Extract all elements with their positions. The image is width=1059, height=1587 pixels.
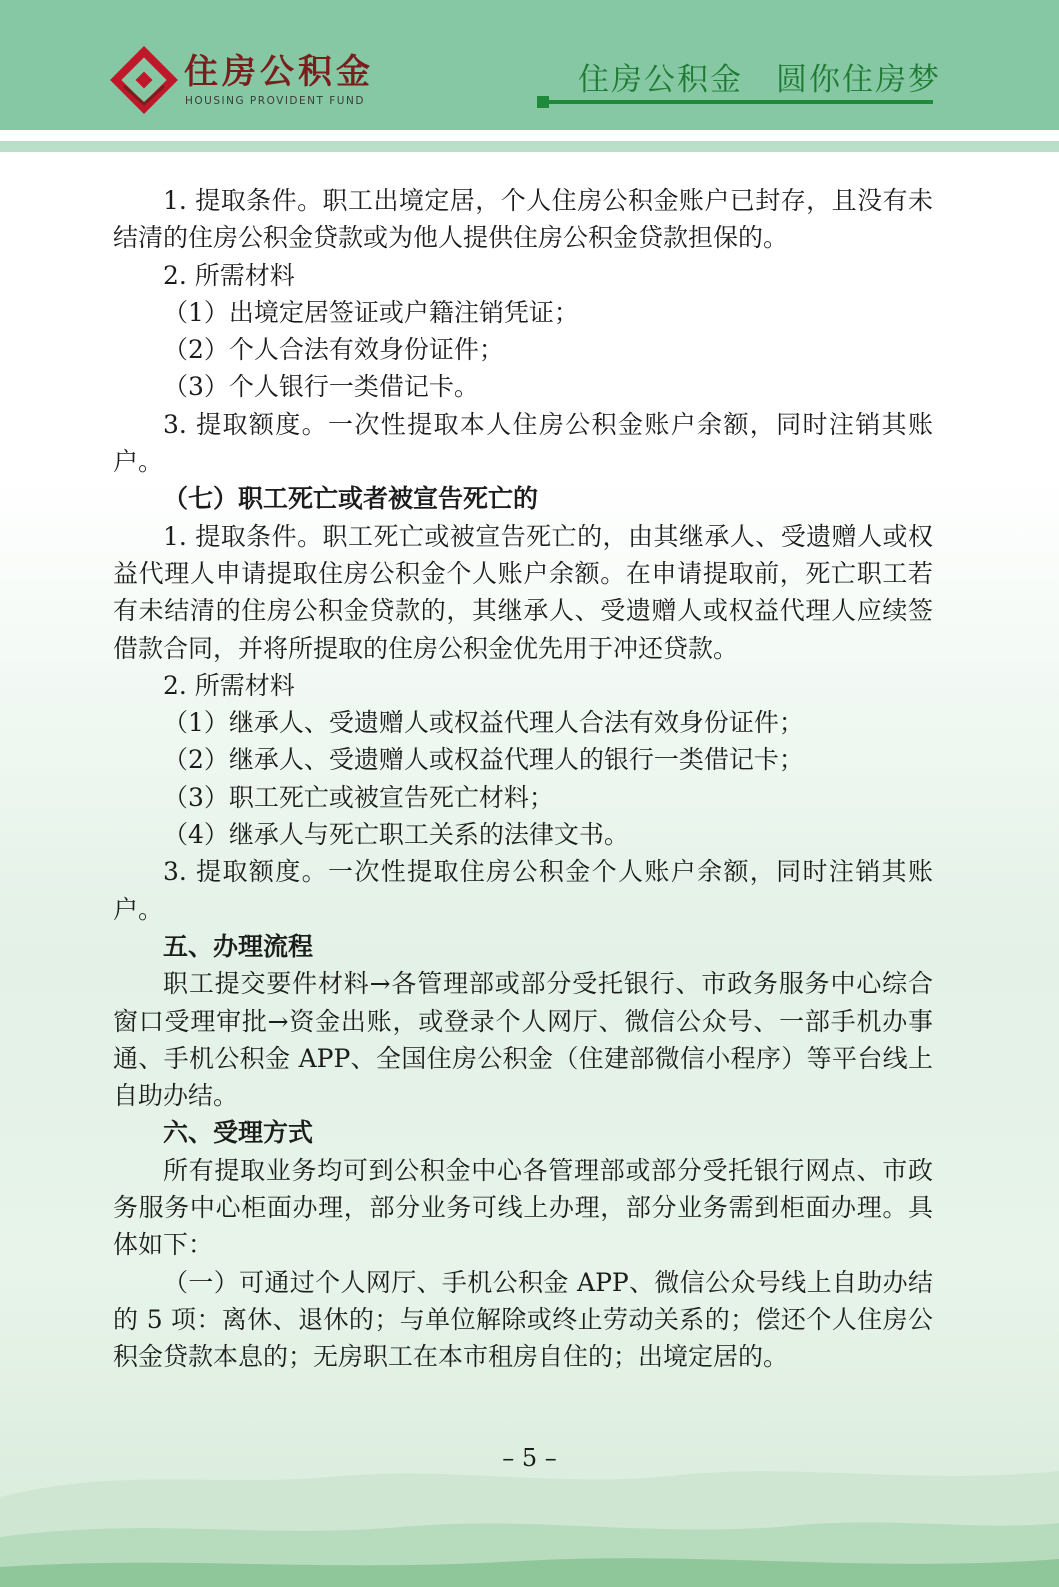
- housing-fund-logo-icon: [110, 46, 178, 114]
- paragraph: 2. 所需材料: [163, 670, 295, 700]
- header-slogan: 住房公积金 圆你住房梦: [578, 62, 941, 98]
- document-body: [113, 182, 933, 1376]
- paragraph: （1）继承人、受遗赠人或权益代理人合法有效身份证件；: [163, 708, 804, 738]
- section-heading: 六、受理方式: [163, 1118, 314, 1148]
- paragraph: （一）可通过个人网厅、手机公积金 APP、微信公众号线上自助办结的 5 项：离休、退休的；与单位解除或终止劳动关系的；偿还个人住房公积金贷款本息的；无房职工在本市租房自住的；出境定居的。: [113, 1267, 933, 1372]
- paragraph: 3. 提取额度。一次性提取住房公积金个人账户余额，同时注销其账户。: [113, 857, 933, 924]
- brand-name-cn: 住房公积金: [184, 52, 374, 92]
- page-number: – 5 –: [502, 1444, 557, 1472]
- paragraph: （2）继承人、受遗赠人或权益代理人的银行一类借记卡；: [163, 745, 804, 775]
- paragraph: （3）职工死亡或被宣告死亡材料；: [163, 782, 554, 812]
- paragraph: （3）个人银行一类借记卡。: [163, 372, 479, 402]
- paragraph: 3. 提取额度。一次性提取本人住房公积金账户余额，同时注销其账户。: [113, 409, 933, 477]
- brand-name-en: HOUSING PROVIDENT FUND: [185, 95, 365, 107]
- section-heading: （七）职工死亡或者被宣告死亡的: [163, 484, 539, 514]
- paragraph: 1. 提取条件。职工出境定居，个人住房公积金账户已封存，且没有未结清的住房公积金贷款或为他人提供住房公积金贷款担保的。: [113, 186, 933, 253]
- paragraph: （2）个人合法有效身份证件；: [163, 335, 504, 365]
- paragraph: 职工提交要件材料→各管理部或部分受托银行、市政务服务中心综合窗口受理审批→资金出账，或登录个人网厅、微信公众号、一部手机办事通、手机公积金 APP、全国住房公积金（住建部微信小程序）等平台线上自助办结。: [113, 969, 933, 1111]
- section-heading: 五、办理流程: [163, 931, 314, 961]
- paragraph: 所有提取业务均可到公积金中心各管理部或部分受托银行网点、市政务服务中心柜面办理，部分业务可线上办理，部分业务需到柜面办理。具体如下：: [113, 1155, 933, 1260]
- paragraph: 1. 提取条件。职工死亡或被宣告死亡的，由其继承人、受遗赠人或权益代理人申请提取住房公积金个人账户余额。在申请提取前，死亡职工若有未结清的住房公积金贷款的，其继承人、受遗赠人或权益代理人应续签借款合同，并将所提取的住房公积金优先用于冲还贷款。: [113, 521, 933, 663]
- paragraph: （4）继承人与死亡职工关系的法律文书。: [163, 820, 629, 850]
- slogan-underline: [548, 100, 933, 104]
- paragraph: （1）出境定居签证或户籍注销凭证；: [163, 297, 579, 327]
- paragraph: 2. 所需材料: [163, 260, 295, 290]
- header-stripe: [0, 141, 1059, 152]
